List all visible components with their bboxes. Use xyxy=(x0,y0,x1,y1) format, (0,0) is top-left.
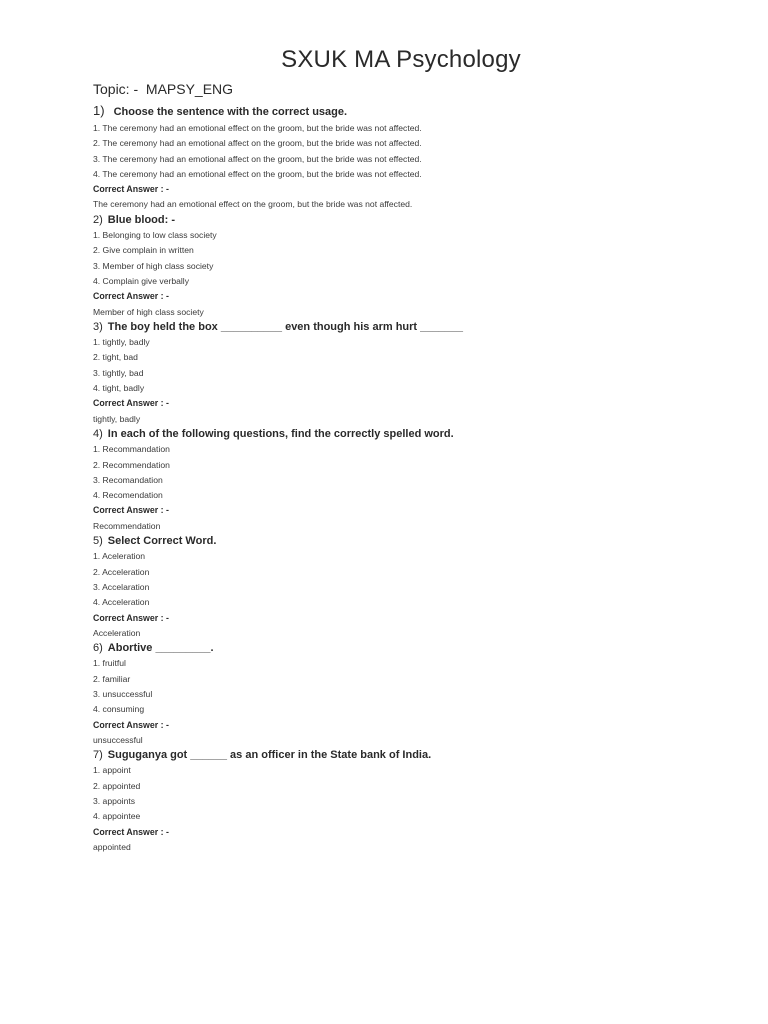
question-block xyxy=(93,320,733,427)
correct-answer-label: Correct Answer : - xyxy=(93,291,169,302)
correct-answer-text: unsuccessful xyxy=(93,734,143,745)
answer-option: 1. fruitful xyxy=(93,658,126,669)
question-text: Abortive _________. xyxy=(107,642,214,655)
question-text: Suguganya got ______ as an officer in the State bank of India. xyxy=(107,749,432,762)
correct-answer-label: Correct Answer : - xyxy=(93,184,169,195)
answer-option: 4. appointee xyxy=(93,811,141,822)
question-number: 2) xyxy=(93,213,103,226)
answer-option: 4. Recomendation xyxy=(93,490,163,501)
answer-option: 1. Aceleration xyxy=(93,551,146,562)
answer-option: 4. Complain give verbally xyxy=(93,275,190,286)
question-heading xyxy=(93,213,733,228)
answer-option: 2. The ceremony had an emotional affect on the groom, but the bride was not affected. xyxy=(93,138,422,149)
question-block xyxy=(93,641,733,748)
answer-option: 1. tightly, badly xyxy=(93,337,150,348)
answer-option: 1. Recommandation xyxy=(93,444,170,455)
question-block xyxy=(93,427,733,534)
correct-answer-text: The ceremony had an emotional effect on the groom, but the bride was not affected. xyxy=(93,199,413,210)
question-heading xyxy=(93,320,733,335)
correct-answer-label: Correct Answer : - xyxy=(93,612,169,623)
question-number: 3) xyxy=(93,320,103,333)
answer-option: 4. tight, badly xyxy=(93,383,145,394)
answer-option: 3. unsuccessful xyxy=(93,688,153,699)
correct-answer-label: Correct Answer : - xyxy=(93,505,169,516)
answer-option: 4. Acceleration xyxy=(93,597,150,608)
correct-answer-label: Correct Answer : - xyxy=(93,398,169,409)
correct-answer-text: Recommendation xyxy=(93,520,161,531)
correct-answer-label: Correct Answer : - xyxy=(93,719,169,730)
answer-option: 3. Accelaration xyxy=(93,581,150,592)
question-number: 4) xyxy=(93,427,103,440)
question-number: 1) xyxy=(93,103,105,118)
question-number: 7) xyxy=(93,749,103,762)
answer-option: 1. Belonging to low class society xyxy=(93,230,217,241)
question-text: Select Correct Word. xyxy=(107,535,217,548)
question-block xyxy=(93,534,733,641)
answer-option: 2. Recommendation xyxy=(93,459,170,470)
answer-option: 2. appointed xyxy=(93,780,141,791)
question-text: In each of the following questions, find the correctly spelled word. xyxy=(107,427,454,440)
question-heading xyxy=(93,427,733,442)
answer-option: 1. The ceremony had an emotional effect on the groom, but the bride was not affected. xyxy=(93,123,422,133)
topic-line xyxy=(93,79,233,99)
question-heading xyxy=(93,748,733,763)
question-text: Choose the sentence with the correct usage. xyxy=(113,106,348,118)
correct-answer-text: Acceleration xyxy=(93,627,141,638)
topic-label: Topic: - xyxy=(93,81,139,97)
answer-option: 3. Recomandation xyxy=(93,474,163,485)
answer-option: 2. Give complain in written xyxy=(93,245,194,256)
answer-option: 1. appoint xyxy=(93,765,131,776)
answer-option: 4. consuming xyxy=(93,704,145,715)
answer-option: 3. Member of high class society xyxy=(93,260,214,271)
question-heading xyxy=(93,102,733,121)
answer-option: 2. familiar xyxy=(93,673,131,684)
answer-option: 4. The ceremony had an emotional effect on the groom, but the bride was not effected. xyxy=(93,168,422,179)
question-number: 5) xyxy=(93,535,103,548)
correct-answer-text: appointed xyxy=(93,841,131,852)
answer-option: 2. Acceleration xyxy=(93,566,150,577)
answer-option: 3. tightly, bad xyxy=(93,367,144,378)
correct-answer-text: tightly, badly xyxy=(93,413,141,424)
question-block xyxy=(93,748,733,855)
question-list xyxy=(93,102,733,855)
answer-option: 2. tight, bad xyxy=(93,352,138,363)
question-heading xyxy=(93,534,733,549)
topic-value: MAPSY_ENG xyxy=(145,81,234,97)
question-block xyxy=(93,102,733,213)
answer-option: 3. The ceremony had an emotional affect on the groom, but the bride was not effected. xyxy=(93,153,422,164)
question-text: The boy held the box __________ even though his arm hurt _______ xyxy=(107,320,463,333)
question-heading xyxy=(93,641,733,656)
page-title: SXUK MA Psychology xyxy=(281,46,521,73)
question-number: 6) xyxy=(93,642,103,655)
question-block xyxy=(93,213,733,320)
correct-answer-label: Correct Answer : - xyxy=(93,826,169,837)
question-text: Blue blood: - xyxy=(107,213,175,226)
answer-option: 3. appoints xyxy=(93,796,136,807)
correct-answer-text: Member of high class society xyxy=(93,306,204,317)
